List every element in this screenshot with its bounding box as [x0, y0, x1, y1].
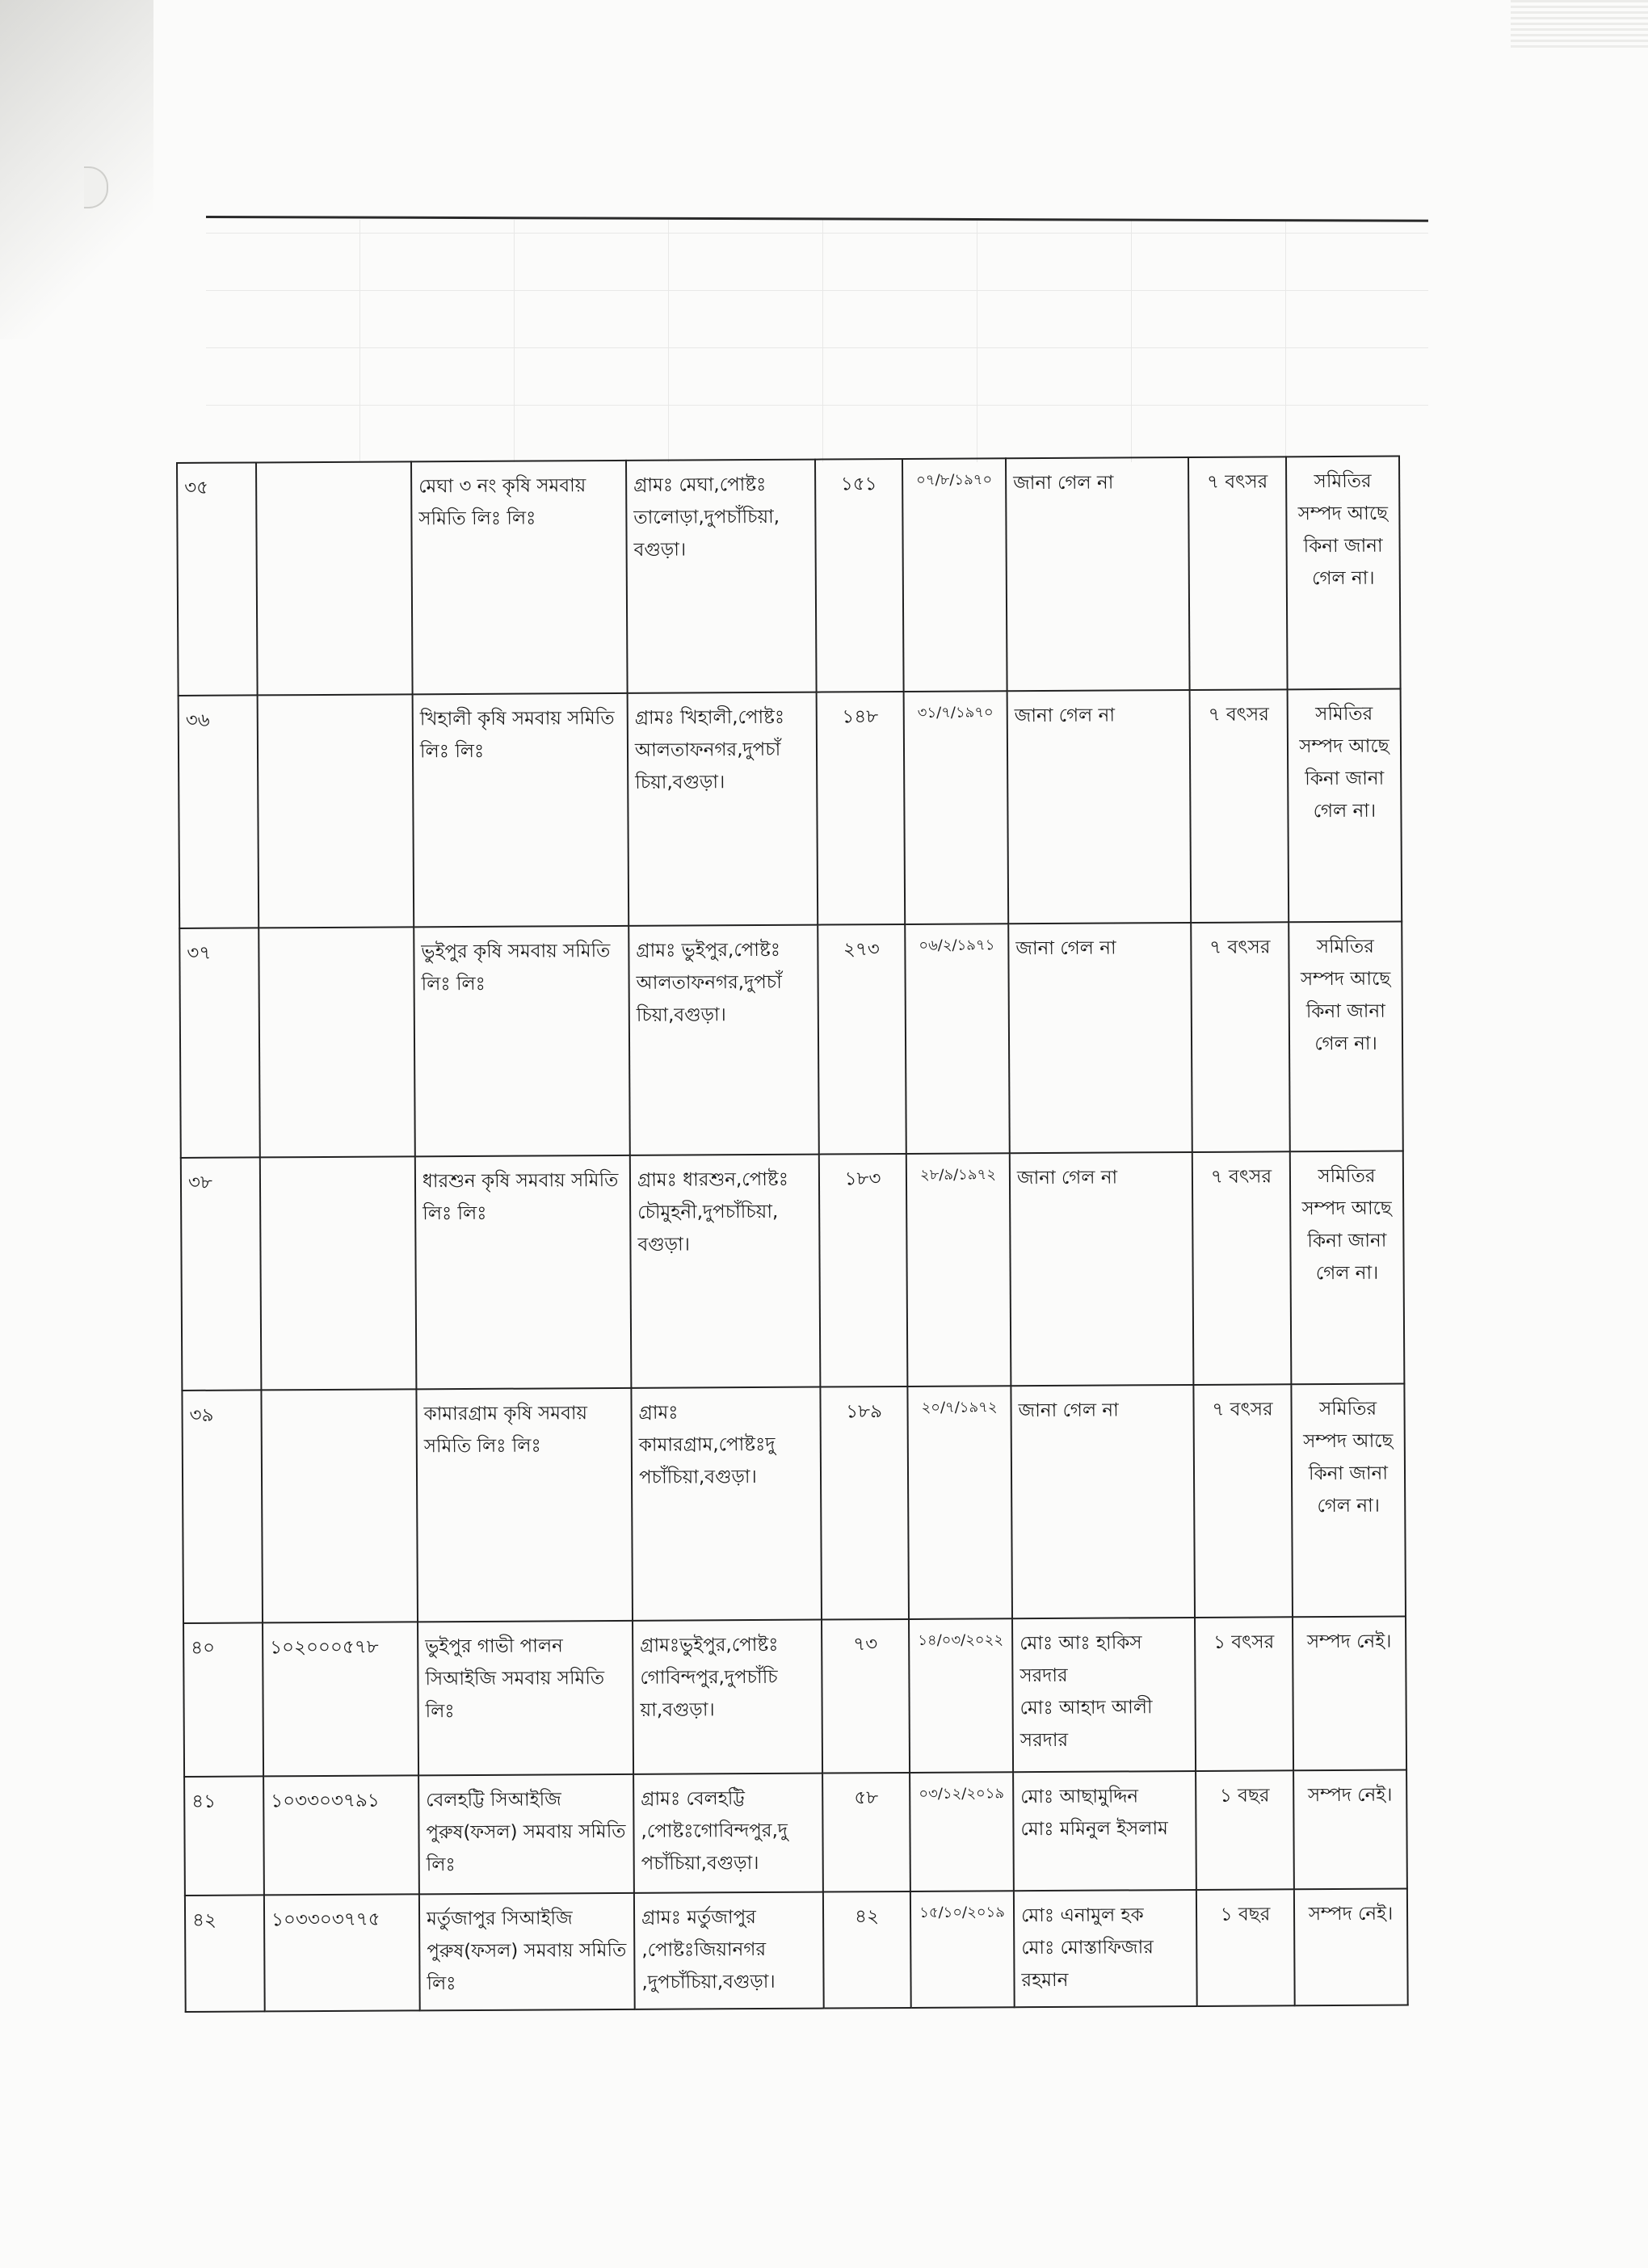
members-cell: ১৫১ — [815, 459, 904, 692]
members-cell: ৪২ — [823, 1891, 911, 2009]
society-table-wrap — [176, 456, 1407, 2070]
members-cell: ১৮৩ — [819, 1154, 908, 1387]
official-name: মোঃ আঃ হাকিস সরদার — [1019, 1632, 1142, 1687]
society-name-cell: বেলহট্টি সিআইজি পুরুষ(ফসল) সমবায় সমিতি লিঃ — [418, 1774, 634, 1894]
remarks-cell: সমিতির সম্পদ আছে কিনা জানা গেল না। — [1289, 922, 1403, 1152]
serial-cell: ৪২ — [185, 1895, 265, 2012]
remarks-cell: সম্পদ নেই। — [1293, 1770, 1407, 1890]
members-cell: ১৪৮ — [817, 692, 906, 925]
officials-cell — [1007, 690, 1192, 924]
remarks-cell: সম্পদ নেই। — [1294, 1889, 1408, 2006]
reg-date-cell: ৩১/৭/১৯৭০ — [904, 691, 1009, 924]
official-name: মোঃ মমিনুল ইসলাম — [1020, 1818, 1168, 1841]
official-name: জানা গেল না — [1015, 937, 1116, 960]
remarks-cell: সমিতির সম্পদ আছে কিনা জানা গেল না। — [1286, 457, 1401, 690]
officials-cell — [1014, 1890, 1197, 2007]
serial-cell: ৪০ — [183, 1622, 263, 1777]
society-name-cell: ধারশুন কৃষি সমবায় সমিতি লিঃ লিঃ — [415, 1155, 632, 1389]
duration-cell: ১ বৎসর — [1195, 1617, 1293, 1771]
table-row — [181, 1151, 1405, 1391]
address-cell: গ্রামঃ ধারশুন,পোষ্টঃ চৌমুহনী,দুপচাঁচিয়া, বগুড়া। — [630, 1155, 821, 1388]
official-name: জানা গেল না — [1018, 1399, 1119, 1422]
members-cell: ৫৮ — [822, 1773, 910, 1892]
society-name-cell: মেঘা ৩ নং কৃষি সমবায় সমিতি লিঃ লিঃ — [411, 461, 628, 694]
reg-no-cell: ১০৩৩০৩৭৭৫ — [264, 1894, 420, 2011]
official-name: মোঃ আছামুদ্দিন — [1020, 1786, 1139, 1808]
reg-date-cell: ২০/৭/১৯৭২ — [907, 1386, 1012, 1619]
officials-cell — [1012, 1618, 1196, 1772]
official-name: মোঃ আহাদ আলী সরদার — [1019, 1697, 1153, 1752]
official-name: জানা গেল না — [1016, 1167, 1118, 1189]
address-cell: গ্রামঃ মর্তুজাপুর ,পোষ্টঃজিয়ানগর ,দুপচাঁচিয়া,বগুড়া। — [634, 1892, 824, 2009]
address-cell: গ্রামঃ বেলহট্টি ,পোষ্টঃগোবিন্দপুর,দু পচাঁচিয়া,বগুড়া। — [633, 1774, 823, 1893]
duration-cell: ৭ বৎসর — [1192, 1151, 1292, 1385]
page-fold-shadow — [0, 0, 153, 339]
reg-no-cell — [258, 694, 414, 928]
official-name: জানা গেল না — [1013, 472, 1114, 494]
reg-no-cell: ১০২০০০৫৭৮ — [263, 1622, 418, 1776]
duration-cell: ১ বছর — [1196, 1770, 1294, 1890]
table-row — [185, 1889, 1408, 2012]
address-cell: গ্রামঃ মেঘা,পোষ্টঃ তালোড়া,দুপচাঁচিয়া, বগুড়া। — [626, 460, 817, 693]
duration-cell: ৭ বৎসর — [1191, 922, 1290, 1152]
table-row — [179, 922, 1403, 1158]
remarks-cell: সমিতির সম্পদ আছে কিনা জানা গেল না। — [1288, 689, 1402, 923]
table-row — [182, 1384, 1406, 1623]
official-name: মোঃ মোস্তাফিজার রহমান — [1021, 1937, 1154, 1992]
society-name-cell: ভুইপুর কৃষি সমবায় সমিতি লিঃ লিঃ — [414, 926, 630, 1156]
bleed-through-lines — [206, 220, 1428, 462]
duration-cell: ৭ বৎসর — [1188, 457, 1288, 690]
serial-cell: ৩৯ — [182, 1390, 263, 1623]
officials-cell — [1013, 1771, 1196, 1891]
table-row — [177, 457, 1401, 696]
table-row — [179, 689, 1402, 928]
reg-date-cell: ১৫/১০/২০১৯ — [910, 1891, 1015, 2008]
serial-cell: ৩৫ — [177, 462, 258, 696]
official-name: জানা গেল না — [1014, 705, 1116, 727]
officials-cell — [1008, 923, 1192, 1153]
duration-cell: ৭ বৎসর — [1190, 689, 1289, 923]
reg-no-cell — [260, 1156, 417, 1390]
reg-no-cell — [259, 927, 415, 1157]
address-cell: গ্রামঃ ভুইপুর,পোষ্টঃ আলতাফনগর,দুপচাঁ চিয়া,বগুড়া। — [629, 925, 819, 1155]
remarks-cell: সম্পদ নেই। — [1293, 1617, 1406, 1771]
reg-date-cell: ২৮/৯/১৯৭২ — [906, 1153, 1011, 1386]
table-row — [184, 1770, 1407, 1896]
society-name-cell: মর্তুজাপুর সিআইজি পুরুষ(ফসল) সমবায় সমিতি লিঃ — [419, 1893, 635, 2010]
duration-cell: ৭ বৎসর — [1193, 1384, 1293, 1618]
address-cell: গ্রামঃ খিহালী,পোষ্টঃ আলতাফনগর,দুপচাঁ চিয়া,বগুড়া। — [628, 692, 818, 926]
address-cell: গ্রামঃভুইপুর,পোষ্টঃ গোবিন্দপুর,দুপচাঁচি য়া,বগুড়া। — [633, 1620, 822, 1774]
officials-cell — [1010, 1152, 1194, 1386]
official-name: মোঃ এনামুল হক — [1020, 1904, 1144, 1927]
duration-cell: ১ বছর — [1196, 1889, 1295, 2006]
table-row — [183, 1617, 1406, 1777]
remarks-cell: সমিতির সম্পদ আছে কিনা জানা গেল না। — [1290, 1151, 1405, 1385]
members-cell: ৭৩ — [822, 1619, 910, 1774]
reg-no-cell: ১০৩৩০৩৭৯১ — [263, 1775, 419, 1895]
serial-cell: ৪১ — [184, 1776, 264, 1896]
paper-stack-edge — [1511, 0, 1648, 48]
serial-cell: ৩৬ — [179, 695, 259, 928]
officials-cell — [1006, 457, 1190, 691]
society-name-cell: ভুইপুর গাভী পালন সিআইজি সমবায় সমিতি লিঃ — [418, 1621, 633, 1775]
society-name-cell: কামারগ্রাম কৃষি সমবায় সমিতি লিঃ লিঃ — [416, 1388, 633, 1622]
remarks-cell: সমিতির সম্পদ আছে কিনা জানা গেল না। — [1291, 1384, 1406, 1618]
society-name-cell: খিহালী কৃষি সমবায় সমিতি লিঃ লিঃ — [413, 693, 629, 927]
officials-cell — [1011, 1385, 1195, 1618]
reg-no-cell — [261, 1389, 418, 1622]
members-cell: ১৮৯ — [820, 1386, 909, 1620]
serial-cell: ৩৭ — [179, 928, 260, 1158]
address-cell: গ্রামঃ কামারগ্রাম,পোষ্টঃদু পচাঁচিয়া,বগুড়া। — [631, 1387, 822, 1621]
reg-no-cell — [256, 461, 413, 695]
reg-date-cell: ০৬/২/১৯৭১ — [905, 924, 1010, 1154]
reg-date-cell: ০৭/৮/১৯৭০ — [902, 458, 1007, 692]
society-table — [176, 456, 1409, 2013]
reg-date-cell: ০৩/১২/২০১৯ — [910, 1772, 1014, 1891]
members-cell: ২৭৩ — [818, 924, 906, 1155]
reg-date-cell: ১৪/০৩/২০২২ — [909, 1618, 1013, 1773]
serial-cell: ৩৮ — [181, 1157, 262, 1391]
